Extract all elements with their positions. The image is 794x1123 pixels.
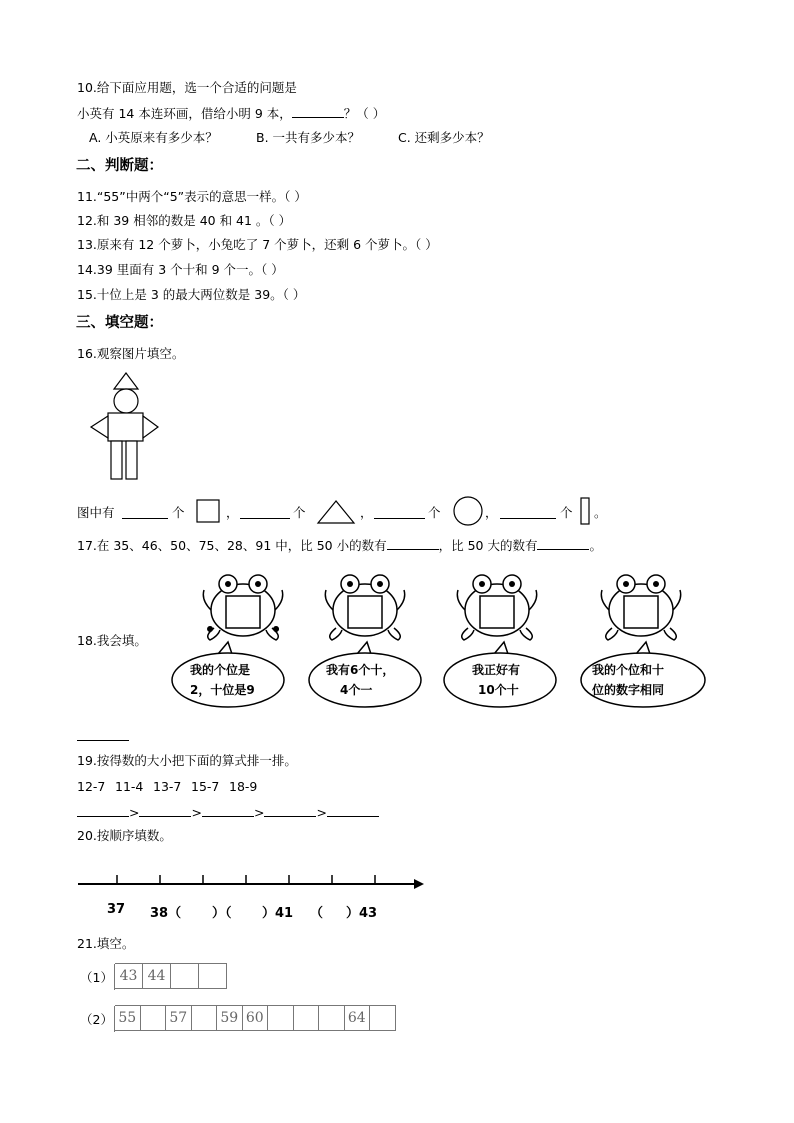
q19-expr: 15-7 — [191, 779, 220, 794]
grid-cell: 59 — [217, 1005, 243, 1031]
number-label: ）41 — [262, 906, 294, 921]
q16-unit: 个 — [293, 505, 306, 520]
q19-expr: 11-4 — [115, 779, 144, 794]
square-icon — [196, 499, 220, 523]
q21-title: 21.填空。 — [77, 936, 135, 951]
q10-stem — [77, 105, 385, 122]
q17-blank-less[interactable] — [387, 537, 439, 550]
q17-part-b: ，比 50 大的数有 — [438, 538, 538, 553]
number-label: （ — [310, 906, 324, 921]
q21-row2-label: （2） — [80, 1012, 113, 1027]
grid-cell: 57 — [166, 1005, 192, 1031]
q19-blank[interactable] — [327, 804, 379, 817]
q19-order-line — [77, 804, 379, 821]
bubble-text: 我的个位是 — [190, 663, 251, 677]
q16-prefix: 图中有 — [77, 505, 115, 520]
robot-figure — [88, 370, 160, 482]
grid-cell: 64 — [345, 1005, 371, 1031]
bubble-text: 10个十 — [478, 683, 519, 697]
grid-cell[interactable] — [141, 1005, 167, 1031]
q20-title: 20.按顺序填数。 — [77, 828, 172, 843]
grid-cell[interactable] — [319, 1005, 345, 1031]
bubble-text: 我有6个十， — [326, 663, 395, 677]
grid-cell: 43 — [115, 963, 143, 989]
triangle-icon — [317, 500, 355, 524]
q19-expr: 18-9 — [229, 779, 258, 794]
grid-cell[interactable] — [199, 963, 227, 989]
frog-icon — [452, 570, 542, 642]
q19-blank[interactable] — [139, 804, 191, 817]
q19-title: 19.按得数的大小把下面的算式排一排。 — [77, 753, 297, 768]
number-line — [78, 870, 426, 890]
q17-blank-greater[interactable] — [537, 537, 589, 550]
circle-icon — [453, 496, 483, 526]
grid-cell: 55 — [115, 1005, 141, 1031]
q10-option-c: C. 还剩多少本？ — [398, 130, 490, 145]
judge-item: 13.原来有 12 个萝卜，小兔吃了 7 个萝卜，还剩 6 个萝卜。（ ） — [77, 237, 438, 252]
q16-comma: ， — [485, 505, 498, 520]
q10-stem-end: ？（ ） — [343, 106, 386, 121]
gt-sign: > — [191, 805, 202, 820]
gt-sign: > — [129, 805, 140, 820]
q16-blank-triangle[interactable] — [240, 506, 290, 519]
grid-cell[interactable] — [294, 1005, 320, 1031]
judge-item: 14.39 里面有 3 个十和 9 个一。（ ） — [77, 262, 284, 277]
judge-item: 12.和 39 相邻的数是 40 和 41 。（ ） — [77, 213, 292, 228]
grid-cell[interactable] — [268, 1005, 294, 1031]
q16-title: 16.观察图片填空。 — [77, 346, 185, 361]
q16-blank-rectangle[interactable] — [500, 506, 556, 519]
q10-stem-text: 小英有 14 本连环画，借给小明 9 本， — [77, 106, 292, 121]
grid-cell[interactable] — [192, 1005, 218, 1031]
q19-expr: 13-7 — [153, 779, 182, 794]
q19-expr: 12-7 — [77, 779, 106, 794]
q18-title: 18.我会填。 — [77, 633, 147, 648]
rectangle-icon — [580, 497, 590, 525]
q17-line — [77, 537, 602, 554]
q16-unit: 个 — [172, 505, 185, 520]
q18-answer-blank[interactable] — [77, 728, 129, 741]
q16-comma: ， — [226, 505, 239, 520]
grid-cell[interactable] — [171, 963, 199, 989]
number-label: 37 — [107, 902, 126, 917]
bubble-text: 2，十位是9 — [190, 683, 255, 697]
gt-sign: > — [316, 805, 327, 820]
q16-unit: 个 — [428, 505, 441, 520]
frog-icon — [320, 570, 410, 642]
number-label: ）43 — [346, 906, 378, 921]
bubble-text: 我正好有 — [472, 663, 521, 677]
q16-comma: ， — [360, 505, 373, 520]
frog-icon — [198, 570, 288, 642]
number-label: 38（ — [150, 906, 182, 921]
q16-blank-square[interactable] — [122, 506, 168, 519]
gt-sign: > — [253, 805, 265, 820]
q19-blank[interactable] — [264, 804, 316, 817]
q16-unit: 个 — [560, 505, 573, 520]
q10-answer-blank[interactable] — [292, 105, 344, 118]
grid-cell[interactable] — [370, 1005, 396, 1031]
section-heading-judge: 二、判断题： — [76, 158, 163, 174]
q19-blank[interactable] — [202, 804, 254, 817]
q19-blank[interactable] — [77, 804, 129, 817]
bubble-text: 我的个位和十 — [592, 663, 665, 677]
judge-item: 15.十位上是 3 的最大两位数是 39。（ ） — [77, 287, 306, 302]
q17-end: 。 — [589, 538, 602, 553]
q17-part-a: 17.在 35、46、50、75、28、91 中，比 50 小的数有 — [77, 538, 387, 553]
q16-end: 。 — [594, 505, 607, 520]
q10-option-b: B. 一共有多少本？ — [256, 130, 361, 145]
section-heading-fill: 三、填空题： — [76, 315, 163, 331]
q21-row1-label: （1） — [80, 970, 113, 985]
bubble-text: 位的数字相同 — [592, 683, 665, 697]
grid-cell: 44 — [143, 963, 171, 989]
grid-cell: 60 — [243, 1005, 269, 1031]
bubble-text: 4个一 — [340, 683, 373, 697]
number-grid-1 — [114, 964, 166, 990]
number-grid-2 — [114, 1006, 366, 1032]
q16-blank-circle[interactable] — [374, 506, 425, 519]
frog-icon — [596, 570, 686, 642]
judge-item: 11.“55”中两个“5”表示的意思一样。（ ） — [77, 189, 307, 204]
q10-title: 10.给下面应用题，选一个合适的问题是 — [77, 80, 297, 95]
q10-option-a: A. 小英原来有多少本？ — [89, 130, 218, 145]
number-label: ）（ — [212, 906, 232, 921]
